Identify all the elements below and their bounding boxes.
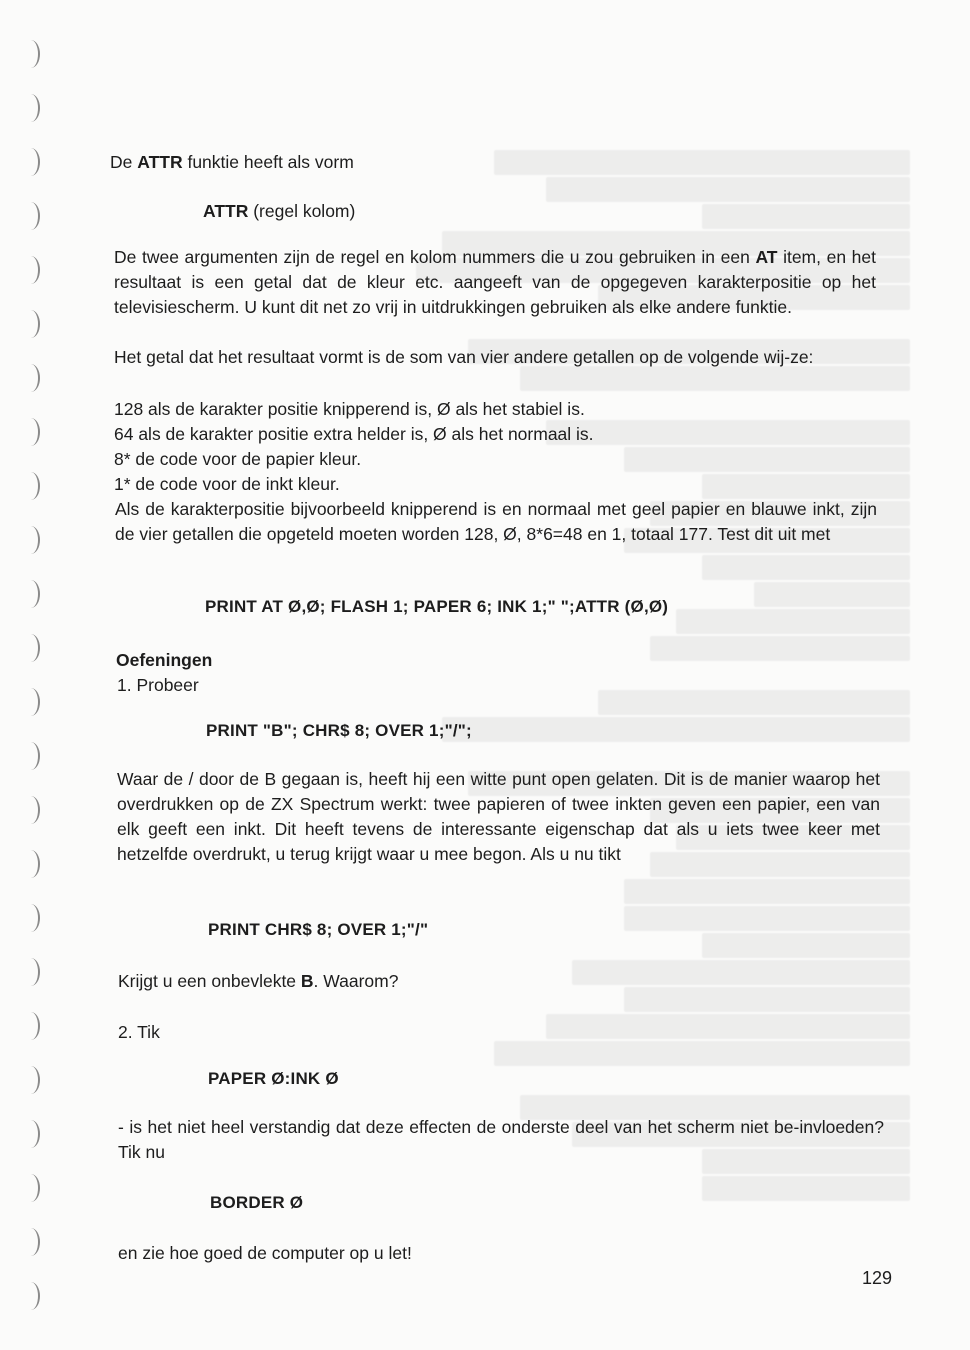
attr-syntax: ATTR (regel kolom)	[203, 201, 356, 221]
code-print-attr: PRINT AT Ø,Ø; FLASH 1; PAPER 6; INK 1;" ";ATTR (Ø,Ø)	[205, 597, 669, 616]
page-number: 129	[861, 1268, 892, 1288]
code-print-overprint: PRINT "B"; CHR$ 8; OVER 1;"/";	[206, 721, 472, 740]
exercise-1: 1. Probeer	[117, 675, 199, 695]
list-item: 128 als de karakter positie knipperend is, Ø als het stabiel is.	[114, 399, 585, 419]
closing-line: en zie hoe goed de computer op u let!	[118, 1243, 412, 1263]
exercise-2: 2. Tik	[118, 1022, 160, 1042]
intro-line: De ATTR funktie heeft als vorm	[110, 152, 354, 172]
paragraph-result: Het getal dat het resultaat vormt is de som van vier andere getallen op de volgende wij-ze:	[114, 347, 814, 367]
spiral-binding	[22, 40, 46, 1330]
list-item: 8* de code voor de papier kleur.	[114, 449, 362, 469]
code-print-chr: PRINT CHR$ 8; OVER 1;"/"	[208, 920, 429, 939]
question-line: Krijgt u een onbevlekte B. Waarom?	[118, 971, 399, 991]
code-paper-ink: PAPER Ø:INK Ø	[208, 1069, 339, 1088]
paragraph-example: Als de karakterpositie bijvoorbeeld knipperend is en normaal met geel papier en blauwe inkt, zijn de vier getallen die opgeteld moeten worden 128, Ø, 8*6=48 en 1, totaal 177. Test dit uit met	[115, 499, 877, 544]
paragraph-screen-effects: - is het niet heel verstandig dat deze effecten de onderste deel van het scherm niet be-invloeden? Tik nu	[118, 1117, 884, 1162]
code-border: BORDER Ø	[210, 1193, 304, 1212]
paragraph-arguments: De twee argumenten zijn de regel en kolom nummers die u zou gebruiken in een AT item, en het resultaat is een getal dat de kleur etc. aangeeft van de opgegeven karakterpositie op het televisiescherm. U kunt dit net zo vrij in uitdrukkingen gebruiken als elke andere funktie.	[114, 247, 876, 317]
section-heading: Oefeningen	[116, 650, 213, 670]
list-item: 64 als de karakter positie extra helder is, Ø als het normaal is.	[114, 424, 594, 444]
list-item: 1* de code voor de inkt kleur.	[114, 474, 340, 494]
paragraph-overprint: Waar de / door de B gegaan is, heeft hij een witte punt open gelaten. Dit is de manier waarop het overdrukken op de ZX Spectrum werkt: twee papieren of twee inkten geven een papier, een van elk geeft een inkt. Dit heeft tevens de interessante eigenschap dat als u iets twee keer met hetzelfde overdrukt, u terug krijgt waar u mee begon. Als u nu tikt	[117, 769, 880, 864]
value-list	[114, 397, 884, 497]
